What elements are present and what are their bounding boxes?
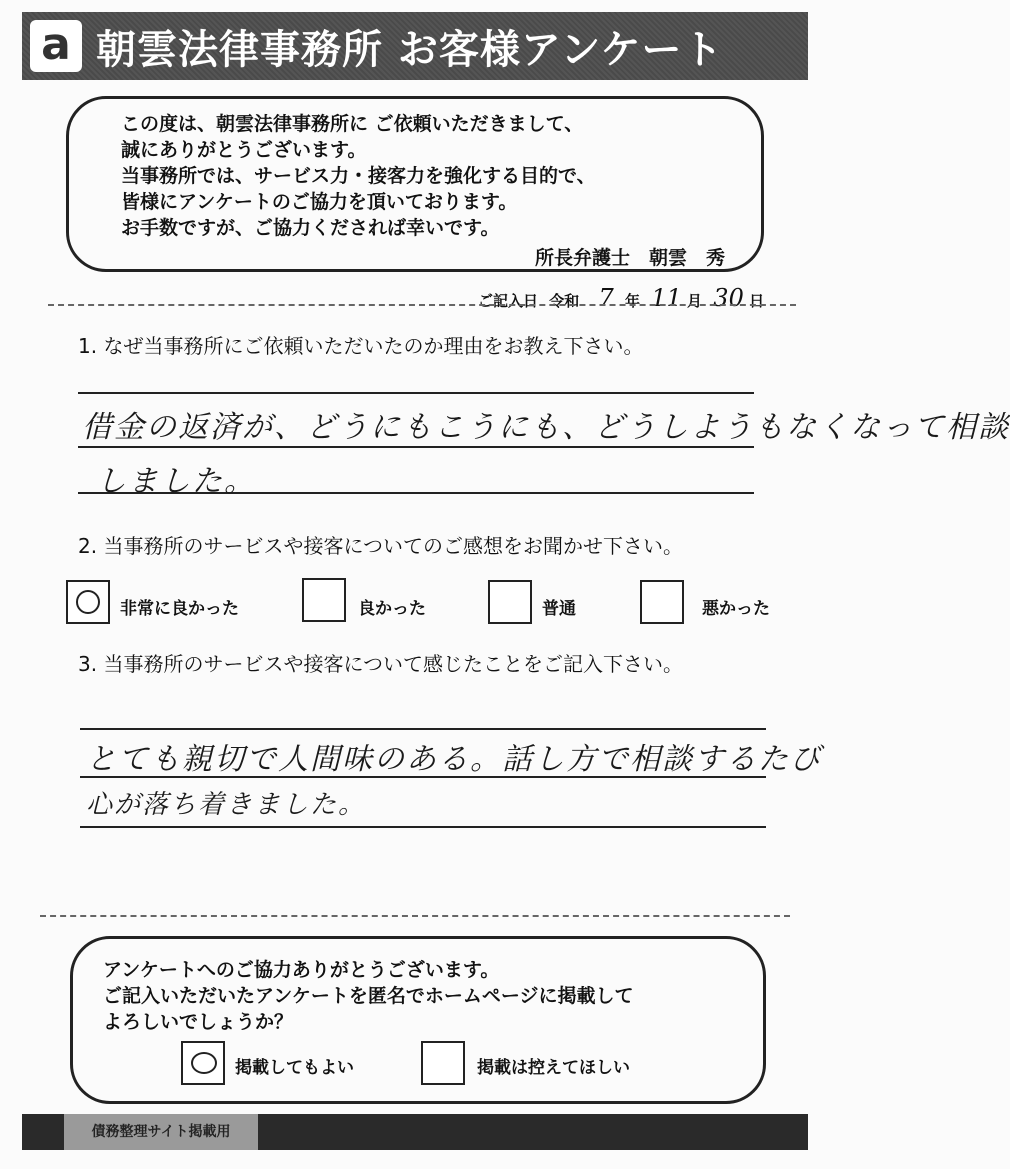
answer-line <box>78 392 754 394</box>
rating-label: 普通 <box>542 599 576 619</box>
q3-answer-line-2[interactable]: 心が落ち着きました。 <box>86 790 367 820</box>
rating-label: 悪かった <box>702 599 770 619</box>
q1-answer-line-2[interactable]: しました。 <box>96 464 256 499</box>
date-day-unit: 日 <box>749 292 765 310</box>
divider <box>40 915 790 917</box>
page-title: 朝雲法律事務所 お客様アンケート <box>96 27 724 73</box>
question-1: 1. なぜ当事務所にご依頼いただいたのか理由をお教え下さい。 <box>78 334 644 358</box>
divider <box>48 304 796 306</box>
consent-label: 掲載は控えてほしい <box>477 1058 630 1078</box>
intro-line: 皆様にアンケートのご協力を頂いております。 <box>121 191 518 213</box>
intro-line: お手数ですが、ご協力くだされば幸いです。 <box>121 217 500 239</box>
answer-line <box>80 826 766 828</box>
rating-checkbox-very-good[interactable] <box>66 580 110 624</box>
check-circle-mark <box>76 590 100 614</box>
consent-checkbox-decline[interactable] <box>421 1041 465 1085</box>
q1-answer-line-1[interactable]: 借金の返済が、どうにもこうにも、どうしようもなくなって相談 <box>82 410 1010 445</box>
question-2: 2. 当事務所のサービスや接客についてのご感想をお聞かせ下さい。 <box>78 534 684 558</box>
q3-answer-line-1[interactable]: とても親切で人間味のある。話し方で相談するたび <box>86 742 822 777</box>
question-3: 3. 当事務所のサービスや接客について感じたことをご記入下さい。 <box>78 652 684 676</box>
entry-date <box>478 284 764 312</box>
date-day[interactable]: 30 <box>713 284 744 312</box>
intro-line: この度は、朝雲法律事務所に ご依頼いただきまして、 <box>121 113 584 135</box>
consent-line: アンケートへのご協力ありがとうございます。 <box>103 959 500 981</box>
intro-line: 当事務所では、サービス力・接客力を強化する目的で、 <box>121 165 596 187</box>
date-month[interactable]: 11 <box>651 284 682 312</box>
answer-line <box>80 728 766 730</box>
date-label: ご記入日 <box>478 292 539 310</box>
consent-label: 掲載してもよい <box>235 1058 354 1078</box>
date-year-unit: 年 <box>625 292 641 310</box>
rating-checkbox-average[interactable] <box>488 580 532 624</box>
consent-checkbox-allow[interactable] <box>181 1041 225 1085</box>
date-month-unit: 月 <box>687 292 703 310</box>
consent-line: ご記入いただいたアンケートを匿名でホームページに掲載して <box>103 985 634 1007</box>
intro-message-box <box>66 96 764 272</box>
check-circle-mark <box>191 1052 217 1074</box>
signer-name: 所長弁護士 朝雲 秀 <box>534 247 725 269</box>
consent-line: よろしいでしょうか？ <box>103 1011 294 1033</box>
intro-line: 誠にありがとうございます。 <box>121 139 367 161</box>
rating-label: 良かった <box>358 599 426 619</box>
rating-checkbox-good[interactable] <box>302 578 346 622</box>
date-era: 令和 <box>549 292 580 310</box>
answer-line <box>78 446 754 448</box>
rating-checkbox-bad[interactable] <box>640 580 684 624</box>
footer-tag: 債務整理サイト掲載用 <box>64 1114 258 1150</box>
firm-logo: a <box>30 20 82 72</box>
consent-box <box>70 936 766 1104</box>
date-year[interactable]: 7 <box>598 284 614 312</box>
rating-label: 非常に良かった <box>120 599 239 619</box>
